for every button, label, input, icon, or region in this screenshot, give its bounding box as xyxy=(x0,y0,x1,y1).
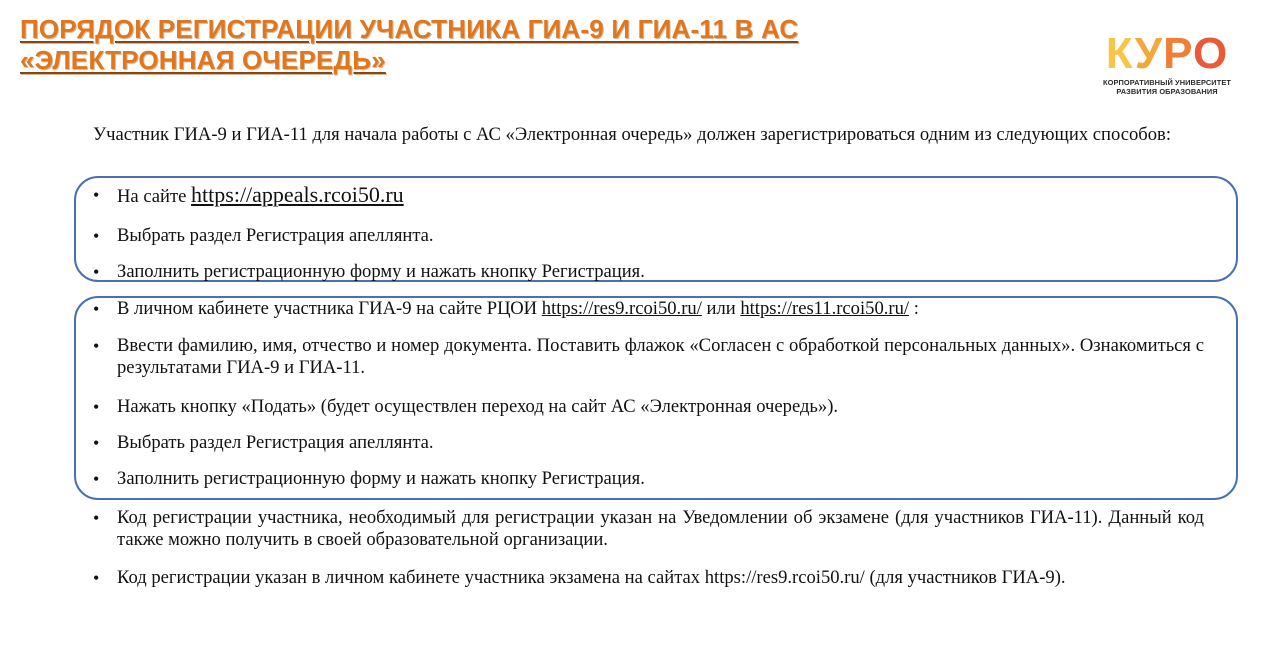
method1-item-form: • Заполнить регистрационную форму и нажать кнопку Регистрация. xyxy=(93,261,1204,283)
method1-item-site-prefix: На сайте xyxy=(117,186,192,207)
method2-item-enter-data: • Ввести фамилию, имя, отчество и номер документа. Поставить флажок «Согласен с обработкой персональных данных». Ознакомиться с результатами ГИА-9 и ГИА-11. xyxy=(93,335,1204,379)
method2-item-cabinet-prefix: В личном кабинете участника ГИА-9 на сайте РЦОИ xyxy=(117,298,542,319)
appeals-link[interactable]: https://appeals.rcoi50.ru xyxy=(191,182,404,207)
method2-item-submit: • Нажать кнопку «Подать» (будет осуществлен переход на сайт АС «Электронная очередь»). xyxy=(93,396,1204,418)
method2-item-cabinet xyxy=(93,298,1204,320)
method2-item-cabinet-suffix: : xyxy=(909,298,919,319)
logo-subtitle-line2: РАЗВИТИЯ ОБРАЗОВАНИЯ xyxy=(1116,87,1218,96)
res9-link[interactable]: https://res9.rcoi50.ru/ xyxy=(541,298,702,319)
intro-paragraph: Участник ГИА-9 и ГИА-11 для начала работы с АС «Электронная очередь» должен зарегистрироваться одним из следующих способов: xyxy=(93,124,1171,145)
logo-letter-r: Р xyxy=(1163,29,1193,78)
note-code-cabinet: • Код регистрации указан в личном кабинете участника экзамена на сайтах https://res9.rcoi50.ru/ (для участников ГИА-9). xyxy=(93,567,1204,589)
method2-item-cabinet-middle: или xyxy=(701,298,741,319)
res11-link[interactable]: https://res11.rcoi50.ru/ xyxy=(740,298,910,319)
logo-letter-k: К xyxy=(1105,29,1135,78)
method1-item-section: • Выбрать раздел Регистрация апеллянта. xyxy=(93,225,1204,247)
logo-letter-o: О xyxy=(1192,29,1229,78)
note-registration-code: • Код регистрации участника, необходимый для регистрации указан на Уведомлении об экзамене (для участников ГИА-11). Данный код также можно получить в своей образовательной организации. xyxy=(93,507,1204,551)
logo-mark xyxy=(1092,30,1242,78)
method2-item-form: • Заполнить регистрационную форму и нажать кнопку Регистрация. xyxy=(93,468,1204,490)
logo-subtitle-line1: КОРПОРАТИВНЫЙ УНИВЕРСИТЕТ xyxy=(1103,78,1231,87)
page-title: ПОРЯДОК РЕГИСТРАЦИИ УЧАСТНИКА ГИА-9 И ГИА-11 В АС «ЭЛЕКТРОННАЯ ОЧЕРЕДЬ» xyxy=(20,14,799,75)
kuro-logo xyxy=(1092,30,1242,96)
method2-item-section: • Выбрать раздел Регистрация апеллянта. xyxy=(93,432,1204,454)
logo-letter-u: У xyxy=(1134,29,1164,78)
method1-item-site xyxy=(93,184,1204,208)
